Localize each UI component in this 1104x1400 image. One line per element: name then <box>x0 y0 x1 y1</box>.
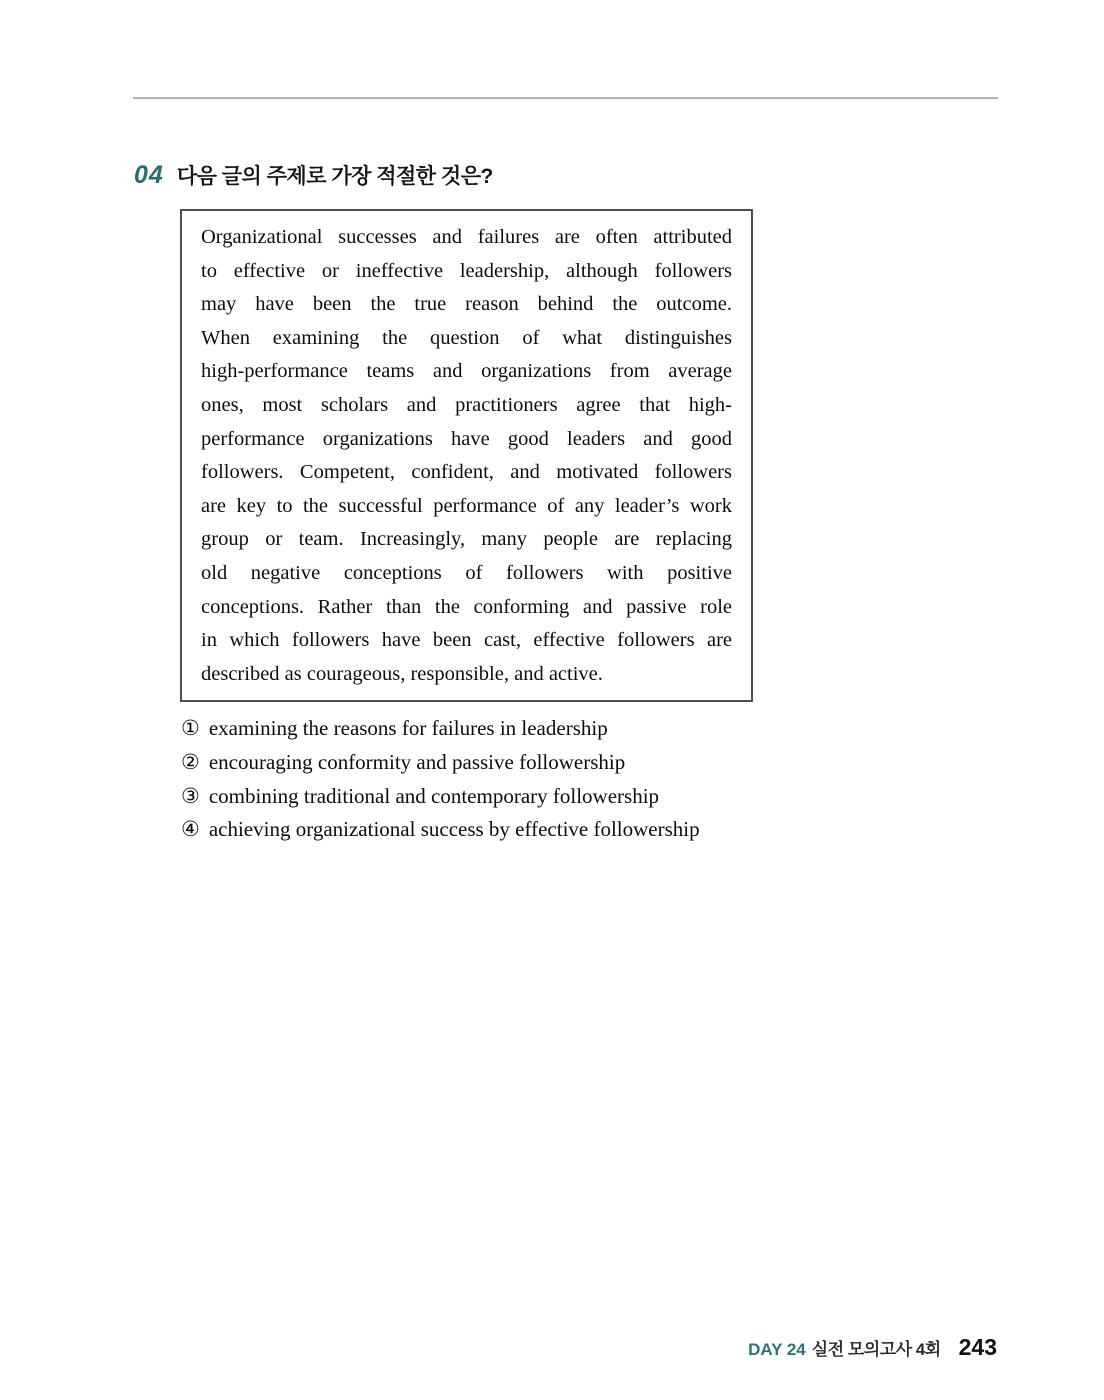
footer-section-label: 실전 모의고사 4회 <box>811 1340 941 1359</box>
header-divider <box>133 97 998 99</box>
answer-option[interactable] <box>181 712 700 746</box>
passage-line: high-performance teams and organizations from average <box>201 360 732 383</box>
answer-option[interactable] <box>181 746 700 780</box>
option-number-icon: ① <box>181 716 200 740</box>
option-number-icon: ④ <box>181 817 200 842</box>
question-header <box>134 160 493 190</box>
passage-line: to effective or ineffective leadership, although followers <box>201 259 732 282</box>
passage-line: performance organizations have good leaders and good <box>201 427 732 450</box>
passage-line: old negative conceptions of followers with positive <box>201 561 732 584</box>
question-prompt: 다음 글의 주제로 가장 적절한 것은? <box>176 165 493 188</box>
passage-line: group or team. Increasingly, many people are replacing <box>201 528 732 551</box>
option-text: examining the reasons for failures in leadership <box>208 716 608 740</box>
question-number: 04 <box>134 161 164 189</box>
passage-box <box>180 209 753 702</box>
answer-options <box>181 712 700 847</box>
passage-line: described as courageous, responsible, and active. <box>201 662 603 685</box>
answer-option[interactable] <box>181 780 700 814</box>
passage-line: may have been the true reason behind the outcome. <box>201 293 732 316</box>
passage-line: in which followers have been cast, effective followers are <box>201 629 732 652</box>
passage-line: Organizational successes and failures are often attributed <box>201 226 732 248</box>
passage-line: When examining the question of what distinguishes <box>201 326 732 349</box>
page-footer <box>748 1334 997 1361</box>
passage-line: conceptions. Rather than the conforming and passive role <box>201 595 732 618</box>
passage-line: ones, most scholars and practitioners agree that high- <box>201 393 732 416</box>
answer-option[interactable] <box>181 813 700 847</box>
option-text: combining traditional and contemporary followership <box>208 783 660 808</box>
option-text: encouraging conformity and passive followership <box>208 749 626 774</box>
option-number-icon: ③ <box>181 783 200 808</box>
option-text: achieving organizational success by effective followership <box>208 817 700 842</box>
passage-line: followers. Competent, confident, and motivated followers <box>201 461 732 484</box>
footer-day-label: DAY 24 <box>748 1340 806 1359</box>
passage-line: are key to the successful performance of any leader’s work <box>201 494 732 517</box>
footer-page-number: 243 <box>958 1334 997 1360</box>
option-number-icon: ② <box>181 749 200 774</box>
